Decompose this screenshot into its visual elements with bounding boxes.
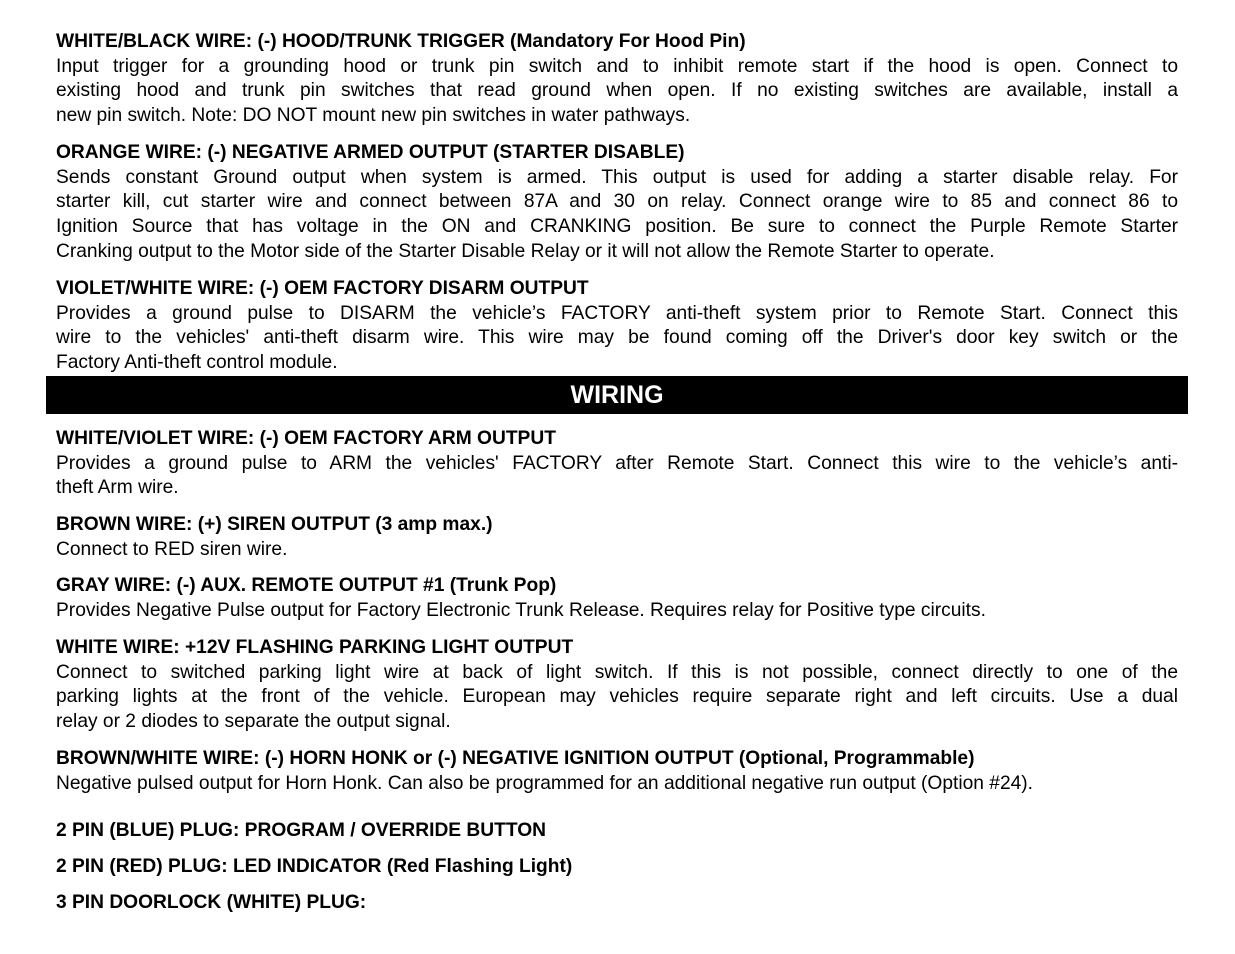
body-line: Negative pulsed output for Horn Honk. Can also be programmed for an additional negative run output (Option #24). bbox=[56, 772, 1034, 794]
section-body bbox=[56, 538, 1178, 563]
section-white-black-wire bbox=[56, 30, 1178, 129]
body-line: Provides Negative Pulse output for Factory Electronic Trunk Release. Requires relay for Positive type circuits. bbox=[56, 599, 986, 621]
section-body bbox=[56, 452, 1178, 501]
section-heading: WHITE/BLACK WIRE: (-) HOOD/TRUNK TRIGGER (Mandatory For Hood Pin) bbox=[56, 31, 746, 52]
plug-heading-program-button: 2 PIN (BLUE) PLUG: PROGRAM / OVERRIDE BUTTON bbox=[56, 820, 547, 841]
body-line: relay or 2 diodes to separate the output signal. bbox=[56, 711, 451, 733]
section-heading: VIOLET/WHITE WIRE: (-) OEM FACTORY DISARM OUTPUT bbox=[56, 278, 589, 299]
body-line: Factory Anti-theft control module. bbox=[56, 352, 338, 374]
section-white-wire bbox=[56, 636, 1178, 735]
section-heading: WHITE WIRE: +12V FLASHING PARKING LIGHT OUTPUT bbox=[56, 637, 574, 658]
body-line: new pin switch. Note: DO NOT mount new pin switches in water pathways. bbox=[56, 105, 691, 127]
body-line: theft Arm wire. bbox=[56, 477, 179, 499]
body-line: Provides a ground pulse to ARM the vehicles' FACTORY after Remote Start. Connect this wire to the vehicle’s anti- bbox=[56, 452, 1178, 474]
plug-heading-led-indicator: 2 PIN (RED) PLUG: LED INDICATOR (Red Flashing Light) bbox=[56, 856, 573, 877]
body-line: wire to the vehicles' anti-theft disarm wire. This wire may be found coming off the Driver's door key switch or the bbox=[56, 327, 1178, 349]
section-body bbox=[56, 599, 1178, 624]
wiring-banner: WIRING bbox=[46, 376, 1188, 414]
body-line: existing hood and trunk pin switches that read ground when open. If no existing switches are available, install a bbox=[56, 80, 1178, 102]
section-orange-wire bbox=[56, 141, 1178, 265]
section-heading: ORANGE WIRE: (-) NEGATIVE ARMED OUTPUT (STARTER DISABLE) bbox=[56, 142, 685, 163]
section-heading: WHITE/VIOLET WIRE: (-) OEM FACTORY ARM OUTPUT bbox=[56, 428, 556, 449]
body-line: Connect to switched parking light wire at back of light switch. If this is not possible, connect directly to one of the bbox=[56, 661, 1178, 683]
section-brown-wire bbox=[56, 513, 1178, 562]
section-body bbox=[56, 166, 1178, 265]
section-body bbox=[56, 302, 1178, 376]
section-white-violet-wire bbox=[56, 427, 1178, 501]
body-line: starter kill, cut starter wire and connect between 87A and 30 on relay. Connect orange wire to 85 and connect 86 to bbox=[56, 191, 1178, 213]
section-gray-wire bbox=[56, 574, 1178, 623]
section-body bbox=[56, 772, 1178, 797]
section-heading: BROWN WIRE: (+) SIREN OUTPUT (3 amp max.) bbox=[56, 514, 493, 535]
section-heading: GRAY WIRE: (-) AUX. REMOTE OUTPUT #1 (Trunk Pop) bbox=[56, 575, 557, 596]
section-body bbox=[56, 661, 1178, 735]
body-line: parking lights at the front of the vehicle. European may vehicles require separate right and left circuits. Use a dual bbox=[56, 686, 1178, 708]
body-line: Provides a ground pulse to DISARM the vehicle’s FACTORY anti-theft system prior to Remote Start. Connect this bbox=[56, 302, 1178, 324]
section-body bbox=[56, 55, 1178, 129]
body-line: Connect to RED siren wire. bbox=[56, 538, 288, 560]
body-line: Sends constant Ground output when system is armed. This output is used for adding a starter disable relay. For bbox=[56, 166, 1178, 188]
body-line: Input trigger for a grounding hood or trunk pin switch and to inhibit remote start if the hood is open. Connect to bbox=[56, 55, 1178, 77]
section-violet-white-wire bbox=[56, 277, 1178, 376]
body-line: Cranking output to the Motor side of the Starter Disable Relay or it will not allow the Remote Starter to operate. bbox=[56, 240, 995, 262]
section-brown-white-wire bbox=[56, 747, 1178, 796]
section-heading: BROWN/WHITE WIRE: (-) HORN HONK or (-) NEGATIVE IGNITION OUTPUT (Optional, Programmable) bbox=[56, 748, 975, 769]
plug-heading-doorlock: 3 PIN DOORLOCK (WHITE) PLUG: bbox=[56, 892, 367, 913]
body-line: Ignition Source that has voltage in the ON and CRANKING position. Be sure to connect the Purple Remote Starter bbox=[56, 216, 1178, 238]
